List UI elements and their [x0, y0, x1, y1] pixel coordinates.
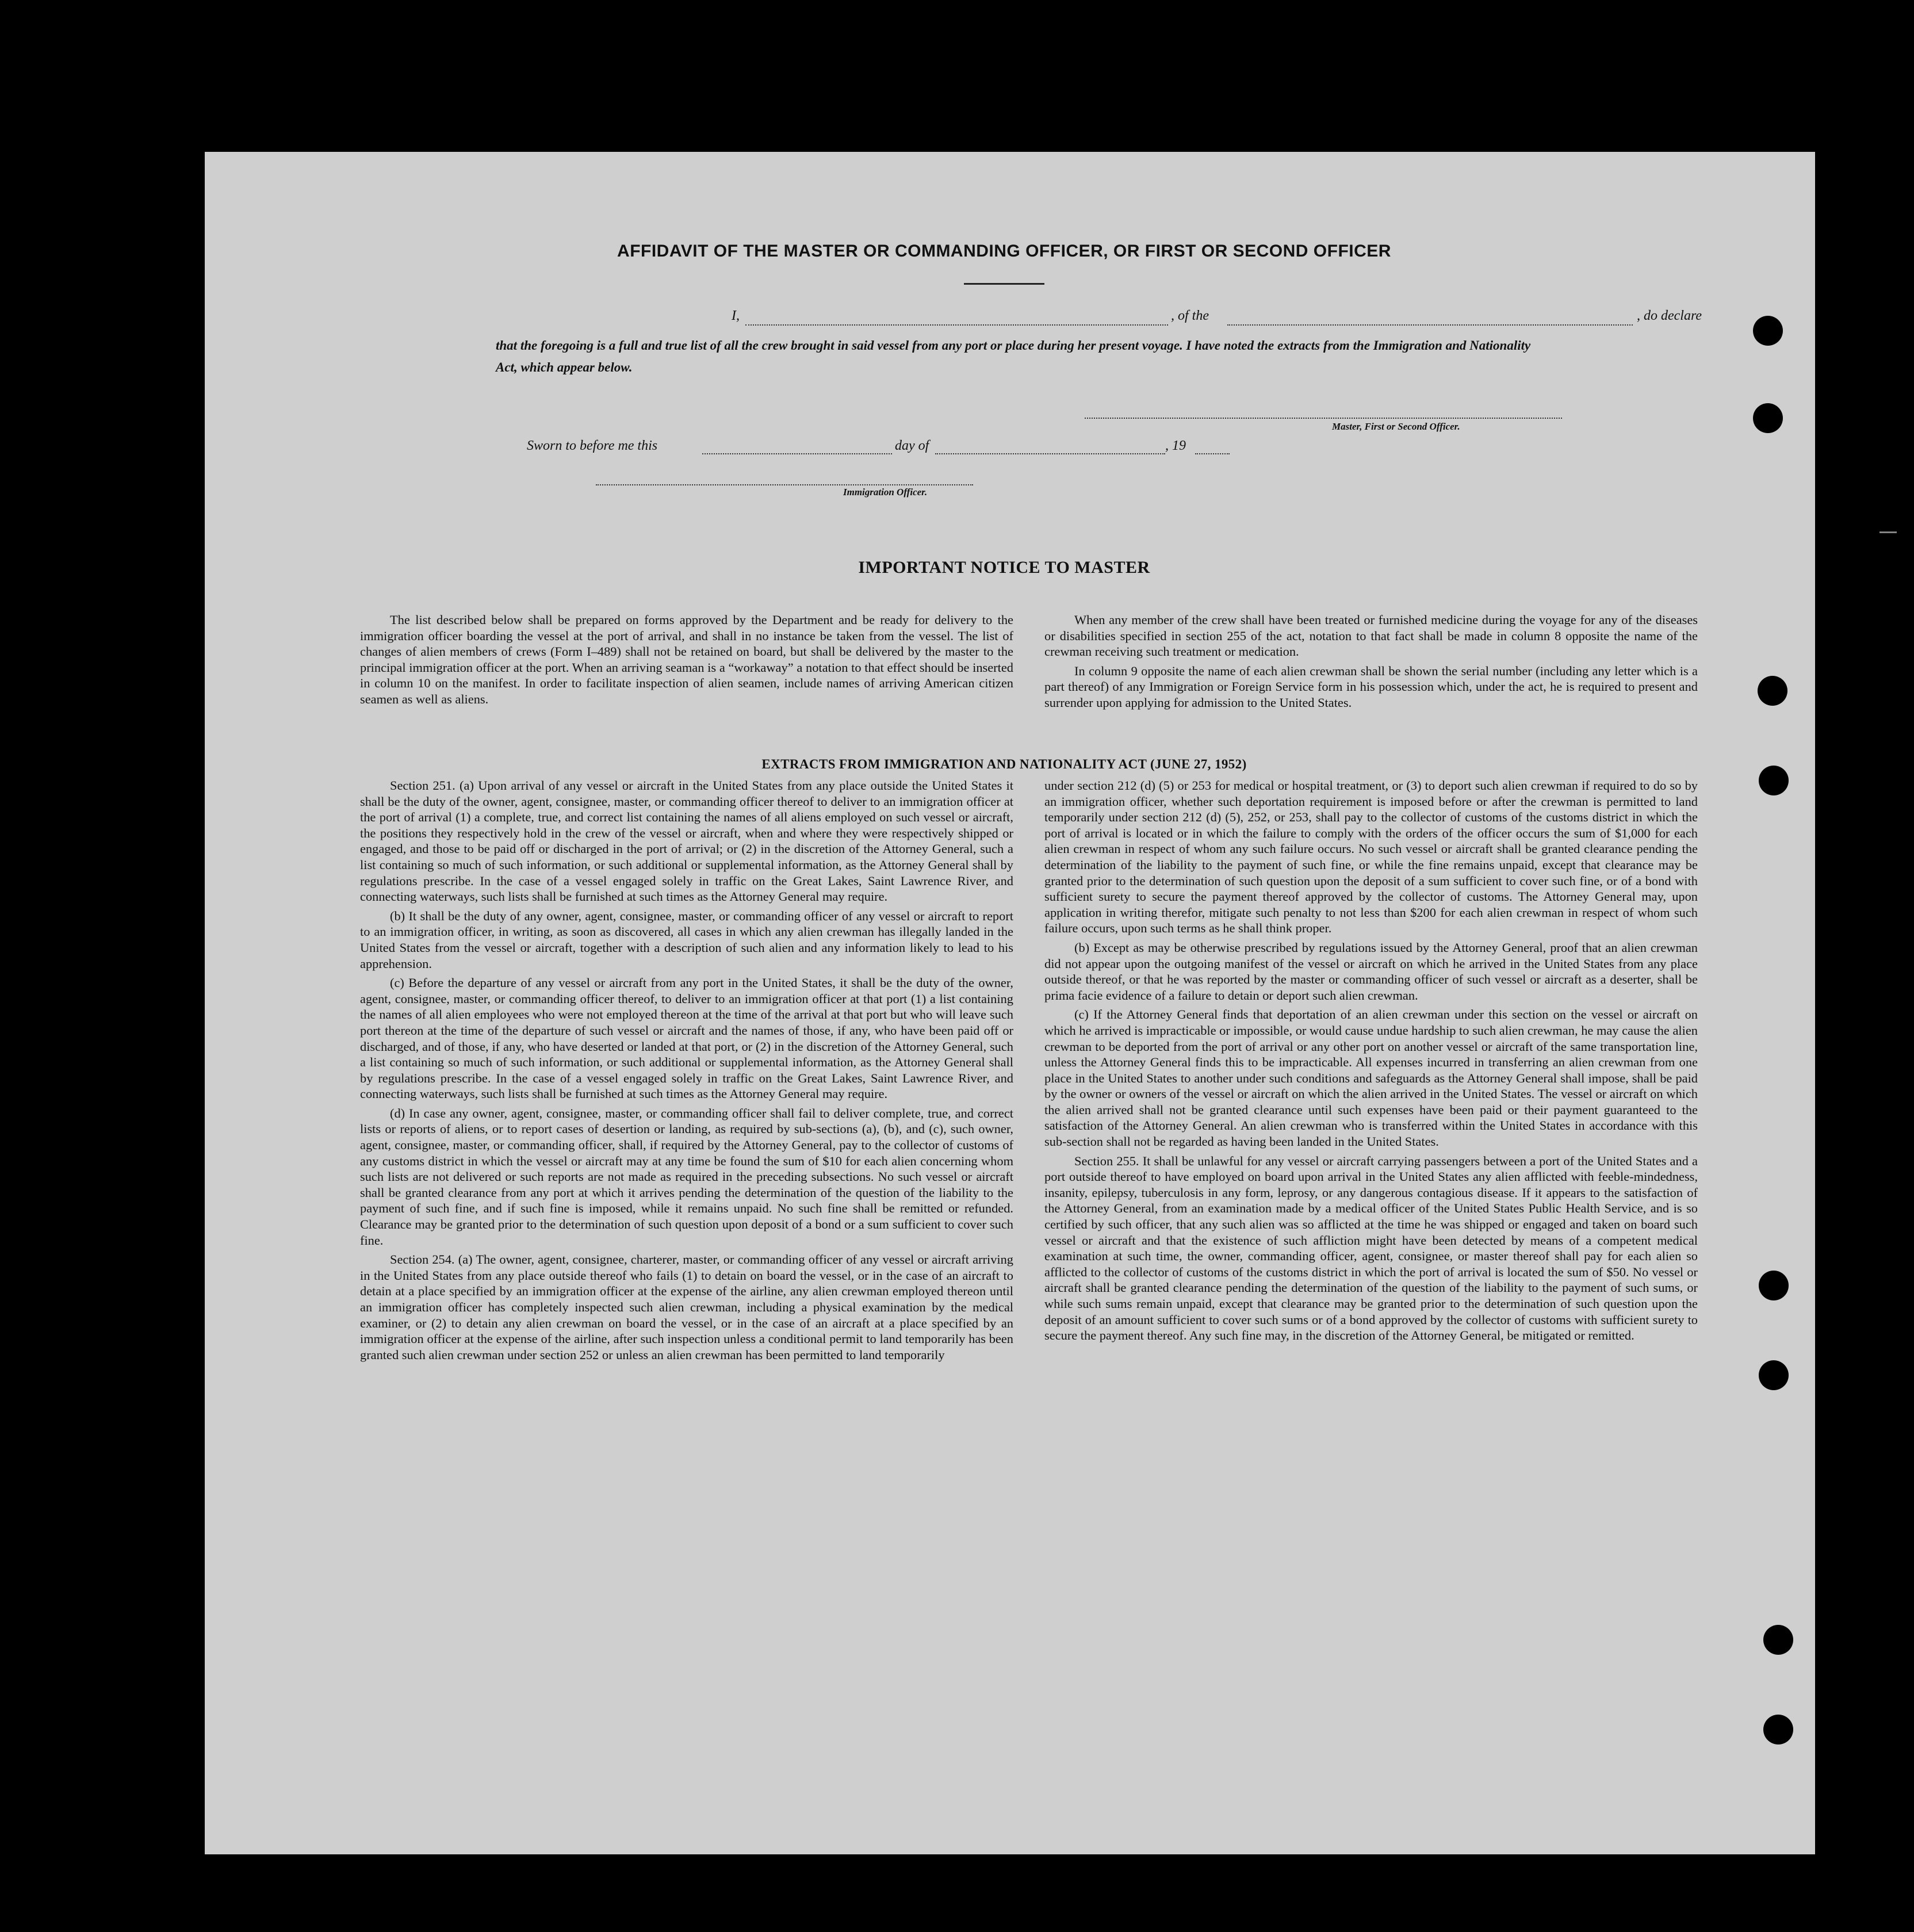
- notice-right-paragraph-1: When any member of the crew shall have been treated or furnished medicine during the voyage for any of the diseases or disabilities specified in section 255 of the act, notation to that fact shall be made in column 8 opposite the name of the crewman receiving such treatment or medication.: [1044, 613, 1698, 659]
- name-field-line: [745, 324, 1168, 326]
- document-page: [205, 152, 1815, 1854]
- section-251-c: (c) Before the departure of any vessel or aircraft from any port in the United States, it shall be the duty of the owner, agent, consignee, master, or commanding officer thereof, to deliver to an immigration officer at that port (1) a list containing the names of all alien employees who were not employed thereon at the time of the arrival at that port but who will leave such port thereon at the time of the departure of such vessel or aircraft and the names of those, if any, who have been paid off or discharged, and of those, if any, who have deserted or landed at that port, or (2) in the discretion of the Attorney General, such a list containing so much of such information, or such additional or supplemental information, as the Attorney General shall by regulations prescribe. In the case of a vessel engaged solely in traffic on the Great Lakes, Saint Lawrence River, and connecting waterways, such lists shall be furnished at such times as the Attorney General may require.: [360, 975, 1013, 1101]
- day-field-line: [702, 453, 892, 454]
- notice-right-column: [1044, 612, 1698, 714]
- scan-edge-mark: [1879, 531, 1897, 533]
- section-254-a: Section 254. (a) The owner, agent, consignee, charterer, master, or commanding officer of any vessel or aircraft arriving in the United States from any place outside thereof who fails (1) to detain on board the vessel, or in the case of an aircraft to detain at a place specified by an immigration officer at the expense of the airline, any alien crewman employed thereon until an immigration officer has completely inspected such alien crewman, including a physical examination by the medical examiner, or (2) to detain any alien crewman on board the vessel, or in the case of an aircraft at a place specified by an immigration officer at the expense of the airline, after such inspection unless a conditional permit to land temporarily has been granted such alien crewman under section 252 or unless an alien crewman has been permitted to land temporarily: [360, 1252, 1013, 1362]
- year-field-line: [1195, 453, 1230, 454]
- extracts-left-column: [360, 778, 1013, 1366]
- sworn-line: [527, 438, 1505, 459]
- punch-hole: [1763, 1715, 1793, 1744]
- punch-hole: [1759, 766, 1789, 795]
- month-field-line: [935, 453, 1165, 454]
- do-declare-label: , do declare: [1637, 308, 1702, 323]
- section-254-a-continued: under section 212 (d) (5) or 253 for medical or hospital treatment, or (3) to deport such alien crewman if required to do so by an immigration officer, whether such deportation requirement is imposed before or after the crewman is permitted to land temporarily under section 212 (d) (5), 252, or 253, shall pay to the collector of customs of the customs district in which the port of arrival is located or in which the failure to comply with the orders of the officer occurs the sum of $1,000 for each alien crewman in respect of whom any such failure occurs. No such vessel or aircraft shall be granted clearance pending the determination of the liability to the payment of such fine, or while the fine remains unpaid, except that clearance may be granted prior to the determination of such question upon the deposit of a sum sufficient to cover such fine, or of a bond with sufficient surety to secure the payment thereof approved by the collector of customs. The Attorney General may, upon application in writing therefor, mitigate such penalty to not less than $200 for each alien crewman in respect of whom such failure occurs, upon such terms as he shall think proper.: [1044, 778, 1698, 936]
- section-251-b: (b) It shall be the duty of any owner, agent, consignee, master, or commanding officer of any vessel or aircraft to report to an immigration officer, in writing, as soon as discovered, all cases in which any alien crewman has illegally landed in the United States from the vessel or aircraft, together with a description of such alien and any information likely to lead to his apprehension.: [360, 908, 1013, 971]
- punch-hole: [1759, 1271, 1789, 1300]
- punch-hole: [1753, 316, 1783, 346]
- section-254-b: (b) Except as may be otherwise prescribed by regulations issued by the Attorney General, proof that an alien crewman did not appear upon the outgoing manifest of the vessel or aircraft on which he arrived in the United States from any place outside thereof, or that he was reported by the master or commanding officer of such vessel or aircraft as a deserter, shall be prima facie evidence of a failure to detain or deport such alien crewman.: [1044, 940, 1698, 1003]
- section-251-d: (d) In case any owner, agent, consignee, master, or commanding officer shall fail to deliver complete, true, and correct lists or reports of aliens, or to report cases of desertion or landing, as required by sub-sections (a), (b), and (c), such owner, agent, consignee, master, or commanding officer, shall, if required by the Attorney General, pay to the collector of customs of any customs district in which the vessel or aircraft may at any time be found the sum of $10 for each alien concerning whom such lists are not delivered or such reports are not made as required in the preceding subsections. No such vessel or aircraft shall be granted clearance from any port at which it arrives pending the determination of the question of the liability to the payment of such fine, and if such fine is imposed, while it remains unpaid. No such fine shall be remitted or refunded. Clearance may be granted prior to the determination of such question upon deposit of a bond or a sum sufficient to cover such fine.: [360, 1105, 1013, 1248]
- title-divider: [964, 283, 1044, 285]
- i-label: I,: [732, 308, 740, 323]
- section-251-a: Section 251. (a) Upon arrival of any vessel or aircraft in the United States from any place outside the United States it shall be the duty of the owner, agent, consignee, master, or commanding officer thereof to deliver to an immigration officer at the port of arrival (1) a complete, true, and correct list containing the names of all aliens employed on such vessel or aircraft, the positions they respectively hold in the crew of the vessel or aircraft, when and where they were respectively shipped or engaged, and those to be paid off or discharged in the port of arrival; or (2) in the discretion of the Attorney General, such a list containing so much of such information, or such additional or supplemental information, as the Attorney General shall by regulations prescribe. In the case of a vessel engaged solely in traffic on the Great Lakes, Saint Lawrence River, and connecting waterways, such lists shall be furnished at such times as the Attorney General may require.: [360, 778, 1013, 904]
- punch-hole: [1758, 676, 1787, 706]
- immigration-officer-label: Immigration Officer.: [843, 487, 928, 498]
- master-signature-line: [1085, 418, 1562, 419]
- section-254-c: (c) If the Attorney General finds that deportation of an alien crewman under this section on the vessel or aircraft on which he arrived is impracticable or impossible, or would cause undue hardship to such alien crewman, he may cause the alien crewman to be deported from the port of arrival or any other port on another vessel or aircraft of the same transportation line, unless the Attorney General finds this to be impracticable. All expenses incurred in transferring an alien crewman from one place in the United States to another under such conditions and safeguards as the Attorney General shall impose, shall be paid by the owner or owners of the vessel or aircraft on which the alien arrived in the United States. The vessel or aircraft on which the alien arrived shall not be granted clearance until such expenses have been paid or their payment guaranteed to the satisfaction of the Attorney General. An alien crewman who is transferred within the United States in accordance with this sub-section shall not be regarded as having been landed in the United States.: [1044, 1007, 1698, 1149]
- affidavit-title: AFFIDAVIT OF THE MASTER OR COMMANDING OFFICER, OR FIRST OR SECOND OFFICER: [617, 242, 1391, 261]
- of-the-label: , of the: [1171, 308, 1209, 323]
- extracts-right-column: [1044, 778, 1698, 1347]
- punch-hole: [1759, 1360, 1789, 1390]
- punch-hole: [1763, 1625, 1793, 1655]
- sworn-label: Sworn to before me this: [527, 438, 658, 453]
- immigration-officer-signature-line: [596, 484, 973, 485]
- notice-left-column: [360, 612, 1013, 711]
- vessel-field-line: [1227, 324, 1633, 326]
- declaration-text: that the foregoing is a full and true list of all the crew brought in said vessel from any port or place during her present voyage. I have noted the extracts from the Immigration and Nationality Act, which appear below.: [496, 338, 1531, 374]
- extracts-title: EXTRACTS FROM IMMIGRATION AND NATIONALITY ACT (JUNE 27, 1952): [761, 757, 1247, 771]
- section-255: Section 255. It shall be unlawful for any vessel or aircraft carrying passengers between a port of the United States and a port outside thereof to have employed on board upon arrival in the United States any alien afflicted with feeble-mindedness, insanity, epilepsy, tuberculosis in any form, leprosy, or any dangerous contagious disease. If it appears to the satisfaction of the Attorney General, from an examination made by a medical officer of the United States Public Health Service, and is so certified by such officer, that any such alien was so afflicted at the time he was shipped or engaged and taken on board such vessel or aircraft and that the existence of such affliction might have been detected by means of a competent medical examination at such time, the owner, commanding officer, agent, consignee, or master thereof shall pay for each alien so afflicted to the collector of customs of the customs district in which the port of arrival is located the sum of $50. No vessel or aircraft shall be granted clearance pending the determination of the question of the liability to the payment of such sums, or while such sums remain unpaid, except that clearance may be granted prior to the determination of such question upon the deposit of an amount sufficient to cover such sums or of a bond approved by the collector of customs with sufficient surety to secure the payment thereof. Any such fine may, in the discretion of the Attorney General, be mitigated or remitted.: [1044, 1153, 1698, 1343]
- declaration-line: [527, 308, 1740, 331]
- year-label: , 19: [1165, 438, 1186, 453]
- punch-hole: [1753, 403, 1783, 433]
- master-signature-label: Master, First or Second Officer.: [1332, 421, 1460, 432]
- notice-right-paragraph-2: In column 9 opposite the name of each alien crewman shall be shown the serial number (including any letter which is a part thereof) of any Immigration or Foreign Service form in his possession which, under the act, he is required to present and surrender upon applying for admission to the United States.: [1044, 663, 1698, 710]
- notice-left-paragraph: The list described below shall be prepared on forms approved by the Department and be ready for delivery to the immigration officer boarding the vessel at the port of arrival, and shall in no instance be taken from the vessel. The list of changes of alien members of crews (Form I–489) shall not be retained on board, but shall be delivered by the master to the principal immigration officer at the port. When an arriving seaman is a “workaway” a notation to that effect should be inserted in column 10 on the manifest. In order to facilitate inspection of alien seamen, include names of arriving American citizen seamen as well as aliens.: [360, 613, 1013, 706]
- day-of-label: day of: [895, 438, 929, 453]
- notice-title: IMPORTANT NOTICE TO MASTER: [858, 558, 1150, 577]
